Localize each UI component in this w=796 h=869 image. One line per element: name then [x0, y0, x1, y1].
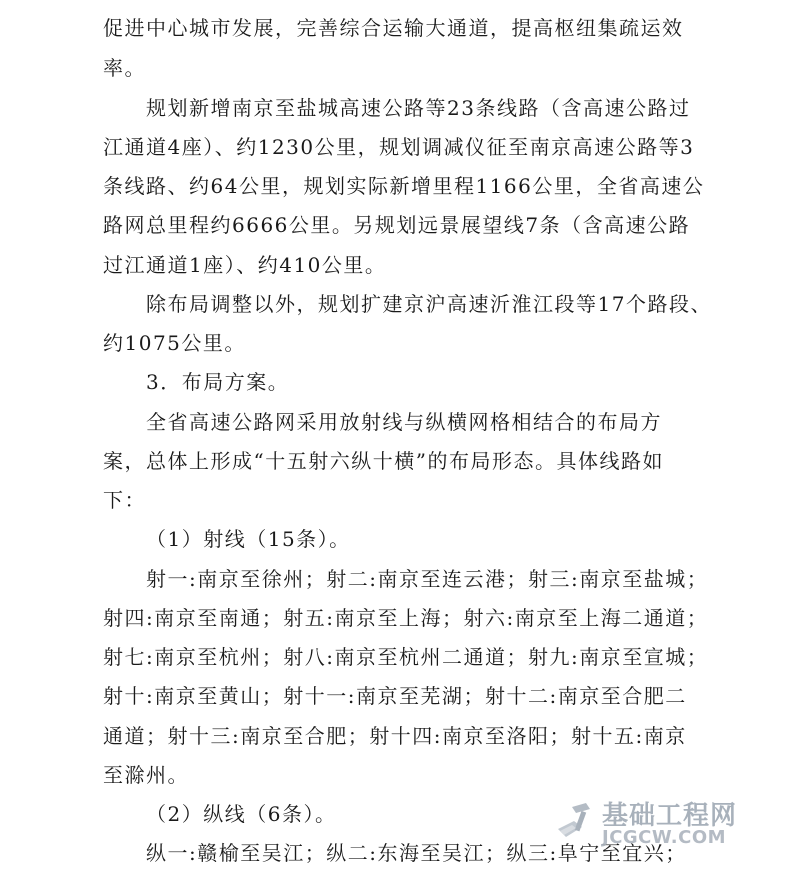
paragraph-line: 射一:南京至徐州；射二:南京至连云港；射三:南京至盐城； — [146, 567, 709, 591]
paragraph-line: 至滁州。 — [103, 763, 189, 787]
paragraph-line: 路网总里程约6666公里。另规划远景展望线7条（含高速公路 — [103, 213, 691, 237]
paragraph-line: 条线路、约64公里，规划实际新增里程1166公里，全省高速公 — [103, 174, 705, 198]
subsection-heading: （2）纵线（6条）。 — [146, 802, 337, 826]
paragraph-line: 除布局调整以外，规划扩建京沪高速沂淮江段等17个路段、 — [146, 292, 712, 316]
paragraph-line: 过江通道1座）、约410公里。 — [103, 253, 387, 277]
paragraph-line: 约1075公里。 — [103, 331, 246, 355]
paragraph-line: 射十:南京至黄山；射十一:南京至芜湖；射十二:南京至合肥二 — [103, 684, 687, 708]
paragraph-line: 江通道4座）、约1230公里，规划调减仪征至南京高速公路等3 — [103, 135, 695, 159]
subsection-heading: （1）射线（15条）。 — [146, 527, 351, 551]
paragraph-line: 下： — [103, 488, 146, 512]
watermark-url: JCGCW.COM — [602, 827, 727, 848]
paragraph-line: 全省高速公路网采用放射线与纵横网格相结合的布局方 — [146, 410, 662, 434]
section-heading: 3．布局方案。 — [146, 370, 290, 394]
watermark-title: 基础工程网 — [602, 801, 738, 831]
paragraph-line: 率。 — [103, 56, 146, 80]
hammer-trowel-icon — [552, 797, 598, 843]
paragraph-line: 射七:南京至杭州；射八:南京至杭州二通道；射九:南京至宣城； — [103, 645, 709, 669]
paragraph-line: 促进中心城市发展，完善综合运输大通道，提高枢纽集疏运效 — [103, 16, 684, 40]
paragraph-line: 纵一:赣榆至吴江；纵二:东海至吴江；纵三:阜宁至宜兴； — [146, 841, 687, 865]
paragraph-line: 通道；射十三:南京至合肥；射十四:南京至洛阳；射十五:南京 — [103, 724, 687, 748]
paragraph-line: 射四:南京至南通；射五:南京至上海；射六:南京至上海二通道； — [103, 606, 709, 630]
paragraph-line: 案，总体上形成“十五射六纵十横”的布局形态。具体线路如 — [103, 449, 664, 473]
site-watermark — [552, 795, 782, 855]
paragraph-line: 规划新增南京至盐城高速公路等23条线路（含高速公路过 — [146, 96, 691, 120]
